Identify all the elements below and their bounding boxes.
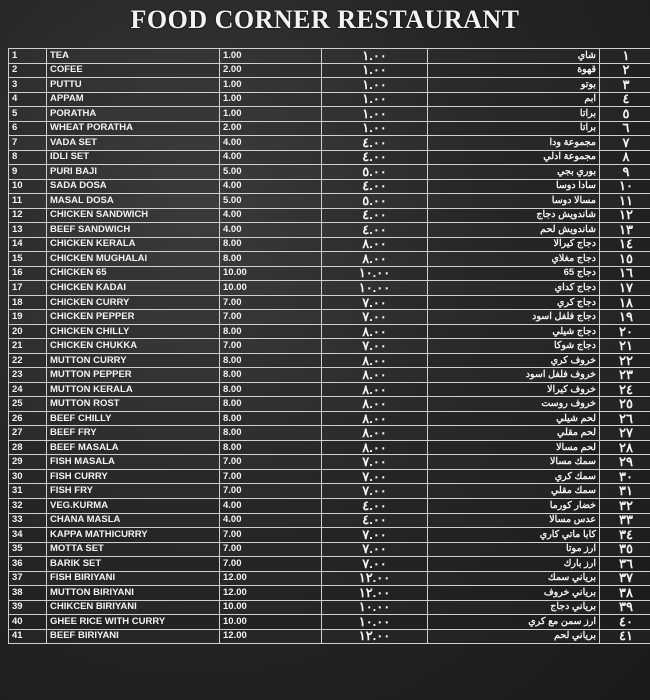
- item-price-arabic: ٤.٠٠: [322, 208, 428, 223]
- item-price: 8.00: [220, 237, 322, 252]
- item-price-arabic: ٨.٠٠: [322, 353, 428, 368]
- item-price: 4.00: [220, 179, 322, 194]
- item-price: 8.00: [220, 440, 322, 455]
- item-price: 8.00: [220, 382, 322, 397]
- menu-row: [9, 252, 650, 267]
- item-price-arabic: ١.٠٠: [322, 107, 428, 122]
- item-price: 8.00: [220, 368, 322, 383]
- item-name: MOTTA SET: [47, 542, 220, 557]
- menu-row: [9, 194, 650, 209]
- item-price: 7.00: [220, 557, 322, 572]
- item-price: 1.00: [220, 49, 322, 64]
- item-number: 21: [9, 339, 47, 354]
- menu-row: [9, 295, 650, 310]
- item-number: 25: [9, 397, 47, 412]
- item-number: 41: [9, 629, 47, 644]
- item-number-arabic: ١١: [600, 194, 650, 209]
- menu-row: [9, 528, 650, 543]
- item-name-arabic: خروف كري: [428, 353, 600, 368]
- item-number-arabic: ٣٦: [600, 557, 650, 572]
- menu-row: [9, 150, 650, 165]
- item-name: BEEF BIRIYANI: [47, 629, 220, 644]
- item-number-arabic: ٢٣: [600, 368, 650, 383]
- item-number-arabic: ٣٣: [600, 513, 650, 528]
- menu-row: [9, 63, 650, 78]
- item-number: 23: [9, 368, 47, 383]
- item-name-arabic: ارز موتا: [428, 542, 600, 557]
- item-name: GHEE RICE WITH CURRY: [47, 615, 220, 630]
- item-name-arabic: دجاج كري: [428, 295, 600, 310]
- item-price-arabic: ٨.٠٠: [322, 440, 428, 455]
- item-number: 28: [9, 440, 47, 455]
- item-price-arabic: ٨.٠٠: [322, 237, 428, 252]
- item-name: MUTTON CURRY: [47, 353, 220, 368]
- menu-row: [9, 179, 650, 194]
- menu-row: [9, 586, 650, 601]
- menu-row: [9, 136, 650, 151]
- menu-row: [9, 513, 650, 528]
- item-number: 31: [9, 484, 47, 499]
- item-name-arabic: مسالا دوسا: [428, 194, 600, 209]
- item-number-arabic: ٣٤: [600, 528, 650, 543]
- item-price: 10.00: [220, 266, 322, 281]
- item-name: FISH MASALA: [47, 455, 220, 470]
- menu-row: [9, 208, 650, 223]
- item-price-arabic: ١.٠٠: [322, 49, 428, 64]
- item-name: PUTTU: [47, 78, 220, 93]
- item-name: CHICKEN KADAI: [47, 281, 220, 296]
- item-number-arabic: ٢٠: [600, 324, 650, 339]
- item-number-arabic: ٤: [600, 92, 650, 107]
- item-price-arabic: ٧.٠٠: [322, 339, 428, 354]
- item-number: 4: [9, 92, 47, 107]
- item-name: MUTTON BIRIYANI: [47, 586, 220, 601]
- item-number-arabic: ٢: [600, 63, 650, 78]
- item-name: WHEAT PORATHA: [47, 121, 220, 136]
- item-name-arabic: لحم مسالا: [428, 440, 600, 455]
- menu-row: [9, 397, 650, 412]
- item-price: 8.00: [220, 252, 322, 267]
- item-name-arabic: شاندويش لحم: [428, 223, 600, 238]
- item-price-arabic: ٤.٠٠: [322, 223, 428, 238]
- item-number: 13: [9, 223, 47, 238]
- item-number-arabic: ٣٧: [600, 571, 650, 586]
- item-name-arabic: براتا: [428, 107, 600, 122]
- item-name: CHICKEN CHILLY: [47, 324, 220, 339]
- item-name: BEEF FRY: [47, 426, 220, 441]
- item-price-arabic: ٨.٠٠: [322, 382, 428, 397]
- item-name: CHICKEN PEPPER: [47, 310, 220, 325]
- menu-table: [8, 48, 650, 644]
- item-price-arabic: ٧.٠٠: [322, 455, 428, 470]
- item-name: KAPPA MATHICURRY: [47, 528, 220, 543]
- item-number: 24: [9, 382, 47, 397]
- item-name-arabic: برياني لحم: [428, 629, 600, 644]
- item-name-arabic: ارز سمن مع كري: [428, 615, 600, 630]
- menu-row: [9, 281, 650, 296]
- item-number-arabic: ٤١: [600, 629, 650, 644]
- item-name: CHICKEN KERALA: [47, 237, 220, 252]
- item-price: 12.00: [220, 586, 322, 601]
- item-price: 8.00: [220, 397, 322, 412]
- item-price-arabic: ١.٠٠: [322, 121, 428, 136]
- item-price-arabic: ٤.٠٠: [322, 136, 428, 151]
- item-price: 10.00: [220, 615, 322, 630]
- item-number: 26: [9, 411, 47, 426]
- item-number: 7: [9, 136, 47, 151]
- item-price: 4.00: [220, 513, 322, 528]
- item-name-arabic: دجاج فلفل اسود: [428, 310, 600, 325]
- item-number: 6: [9, 121, 47, 136]
- item-name: MUTTON PEPPER: [47, 368, 220, 383]
- item-number-arabic: ٣٢: [600, 498, 650, 513]
- item-price: 8.00: [220, 353, 322, 368]
- item-name: MUTTON ROST: [47, 397, 220, 412]
- item-number-arabic: ٢٥: [600, 397, 650, 412]
- item-number: 36: [9, 557, 47, 572]
- item-number-arabic: ٣٥: [600, 542, 650, 557]
- item-name-arabic: مجموعة ودا: [428, 136, 600, 151]
- menu-row: [9, 368, 650, 383]
- item-name-arabic: خضار كورما: [428, 498, 600, 513]
- item-price-arabic: ١٠.٠٠: [322, 266, 428, 281]
- item-name: SADA DOSA: [47, 179, 220, 194]
- item-number-arabic: ١٠: [600, 179, 650, 194]
- item-price-arabic: ٧.٠٠: [322, 295, 428, 310]
- item-name-arabic: دجاج 65: [428, 266, 600, 281]
- item-number-arabic: ٤٠: [600, 615, 650, 630]
- item-name-arabic: لحم مقلي: [428, 426, 600, 441]
- item-number: 37: [9, 571, 47, 586]
- item-name-arabic: كابا ماتي كاري: [428, 528, 600, 543]
- item-name: MUTTON KERALA: [47, 382, 220, 397]
- item-price: 7.00: [220, 528, 322, 543]
- item-price: 7.00: [220, 310, 322, 325]
- menu-row: [9, 237, 650, 252]
- item-number-arabic: ١٤: [600, 237, 650, 252]
- item-number: 12: [9, 208, 47, 223]
- item-price-arabic: ٤.٠٠: [322, 498, 428, 513]
- item-number-arabic: ٢٨: [600, 440, 650, 455]
- item-name-arabic: ارز بارك: [428, 557, 600, 572]
- menu-row: [9, 600, 650, 615]
- item-price-arabic: ٥.٠٠: [322, 194, 428, 209]
- menu-row: [9, 440, 650, 455]
- menu-row: [9, 107, 650, 122]
- menu-row: [9, 542, 650, 557]
- item-number-arabic: ٣: [600, 78, 650, 93]
- item-price: 5.00: [220, 165, 322, 180]
- item-price-arabic: ٤.٠٠: [322, 513, 428, 528]
- item-number: 40: [9, 615, 47, 630]
- item-number: 11: [9, 194, 47, 209]
- item-price: 12.00: [220, 571, 322, 586]
- item-number-arabic: ١٦: [600, 266, 650, 281]
- item-price-arabic: ١٠.٠٠: [322, 615, 428, 630]
- item-price-arabic: ١.٠٠: [322, 78, 428, 93]
- menu-row: [9, 324, 650, 339]
- item-price: 2.00: [220, 63, 322, 78]
- item-number-arabic: ٧: [600, 136, 650, 151]
- item-price: 1.00: [220, 107, 322, 122]
- item-number-arabic: ٢٧: [600, 426, 650, 441]
- item-price-arabic: ٨.٠٠: [322, 324, 428, 339]
- menu-row: [9, 411, 650, 426]
- item-name-arabic: دجاج شيلي: [428, 324, 600, 339]
- item-price: 10.00: [220, 600, 322, 615]
- item-number-arabic: ٩: [600, 165, 650, 180]
- item-number-arabic: ٥: [600, 107, 650, 122]
- item-name: CHANA MASLA: [47, 513, 220, 528]
- item-name: CHICKEN SANDWICH: [47, 208, 220, 223]
- menu-row: [9, 469, 650, 484]
- item-price: 7.00: [220, 469, 322, 484]
- item-name: BEEF CHILLY: [47, 411, 220, 426]
- item-number-arabic: ٢٦: [600, 411, 650, 426]
- item-name: APPAM: [47, 92, 220, 107]
- item-price: 12.00: [220, 629, 322, 644]
- menu-row: [9, 121, 650, 136]
- item-number: 20: [9, 324, 47, 339]
- item-price-arabic: ٥.٠٠: [322, 165, 428, 180]
- item-number: 19: [9, 310, 47, 325]
- menu-row: [9, 78, 650, 93]
- item-name-arabic: سمك مسالا: [428, 455, 600, 470]
- menu-row: [9, 92, 650, 107]
- item-price: 4.00: [220, 150, 322, 165]
- item-name-arabic: برياني خروف: [428, 586, 600, 601]
- item-number: 15: [9, 252, 47, 267]
- item-price-arabic: ٨.٠٠: [322, 252, 428, 267]
- item-name: PURI BAJI: [47, 165, 220, 180]
- item-name: FISH BIRIYANI: [47, 571, 220, 586]
- item-name-arabic: بوتو: [428, 78, 600, 93]
- item-price-arabic: ١.٠٠: [322, 63, 428, 78]
- item-name-arabic: دجاج شوكا: [428, 339, 600, 354]
- item-name-arabic: خروف كيرالا: [428, 382, 600, 397]
- item-name-arabic: برياني سمك: [428, 571, 600, 586]
- item-price-arabic: ٨.٠٠: [322, 368, 428, 383]
- menu-row: [9, 615, 650, 630]
- item-price-arabic: ١.٠٠: [322, 92, 428, 107]
- item-price: 1.00: [220, 78, 322, 93]
- item-number-arabic: ٣٠: [600, 469, 650, 484]
- item-number: 14: [9, 237, 47, 252]
- item-number: 9: [9, 165, 47, 180]
- item-name: CHICKEN MUGHALAI: [47, 252, 220, 267]
- item-number: 8: [9, 150, 47, 165]
- item-price-arabic: ١٢.٠٠: [322, 571, 428, 586]
- item-name-arabic: عدس مسالا: [428, 513, 600, 528]
- item-name-arabic: قهوة: [428, 63, 600, 78]
- item-price: 4.00: [220, 498, 322, 513]
- item-number: 16: [9, 266, 47, 281]
- item-number-arabic: ٣٨: [600, 586, 650, 601]
- item-name-arabic: شاندويش دجاج: [428, 208, 600, 223]
- item-price: 7.00: [220, 455, 322, 470]
- item-name-arabic: خروف روست: [428, 397, 600, 412]
- item-price: 1.00: [220, 92, 322, 107]
- item-number: 38: [9, 586, 47, 601]
- menu-row: [9, 498, 650, 513]
- item-price: 5.00: [220, 194, 322, 209]
- item-number-arabic: ٦: [600, 121, 650, 136]
- item-number: 29: [9, 455, 47, 470]
- item-number: 39: [9, 600, 47, 615]
- item-name: BEEF SANDWICH: [47, 223, 220, 238]
- item-number-arabic: ٢١: [600, 339, 650, 354]
- menu-row: [9, 223, 650, 238]
- item-price-arabic: ٧.٠٠: [322, 528, 428, 543]
- item-number-arabic: ٢٤: [600, 382, 650, 397]
- item-name: VADA SET: [47, 136, 220, 151]
- item-number: 2: [9, 63, 47, 78]
- item-number: 34: [9, 528, 47, 543]
- item-price-arabic: ٤.٠٠: [322, 150, 428, 165]
- item-number-arabic: ١٣: [600, 223, 650, 238]
- menu-table-body: [9, 49, 650, 644]
- item-price-arabic: ١٠.٠٠: [322, 281, 428, 296]
- item-name-arabic: سمك كري: [428, 469, 600, 484]
- item-name-arabic: برياني دجاج: [428, 600, 600, 615]
- item-price-arabic: ١٠.٠٠: [322, 600, 428, 615]
- menu-row: [9, 49, 650, 64]
- item-price-arabic: ٧.٠٠: [322, 469, 428, 484]
- item-number-arabic: ٣٩: [600, 600, 650, 615]
- item-price: 7.00: [220, 295, 322, 310]
- item-name: CHICKEN 65: [47, 266, 220, 281]
- item-name-arabic: بوري بجي: [428, 165, 600, 180]
- item-name-arabic: سادا دوسا: [428, 179, 600, 194]
- item-name-arabic: دجاج كيرالا: [428, 237, 600, 252]
- item-number: 30: [9, 469, 47, 484]
- item-number: 17: [9, 281, 47, 296]
- item-number-arabic: ١٥: [600, 252, 650, 267]
- menu-row: [9, 484, 650, 499]
- item-price-arabic: ١٢.٠٠: [322, 629, 428, 644]
- item-number-arabic: ١٢: [600, 208, 650, 223]
- item-name: BEEF MASALA: [47, 440, 220, 455]
- item-name-arabic: براتا: [428, 121, 600, 136]
- menu-row: [9, 382, 650, 397]
- item-price: 4.00: [220, 136, 322, 151]
- item-number: 18: [9, 295, 47, 310]
- item-name: CHICKEN CHUKKA: [47, 339, 220, 354]
- menu-row: [9, 455, 650, 470]
- item-number: 1: [9, 49, 47, 64]
- item-price-arabic: ٤.٠٠: [322, 179, 428, 194]
- item-name-arabic: ابم: [428, 92, 600, 107]
- item-price: 8.00: [220, 324, 322, 339]
- item-number-arabic: ١: [600, 49, 650, 64]
- item-price: 7.00: [220, 339, 322, 354]
- item-name-arabic: دجاج كداي: [428, 281, 600, 296]
- item-number-arabic: ٢٢: [600, 353, 650, 368]
- menu-row: [9, 629, 650, 644]
- item-name: FISH CURRY: [47, 469, 220, 484]
- item-number-arabic: ٢٩: [600, 455, 650, 470]
- menu-row: [9, 339, 650, 354]
- item-price: 4.00: [220, 208, 322, 223]
- item-number: 32: [9, 498, 47, 513]
- item-name: IDLI SET: [47, 150, 220, 165]
- item-number-arabic: ١٨: [600, 295, 650, 310]
- item-name: CHIKCEN BIRIYANI: [47, 600, 220, 615]
- item-price: 8.00: [220, 411, 322, 426]
- item-name: CHICKEN CURRY: [47, 295, 220, 310]
- item-number: 27: [9, 426, 47, 441]
- item-name: PORATHA: [47, 107, 220, 122]
- item-price-arabic: ٨.٠٠: [322, 411, 428, 426]
- item-price: 10.00: [220, 281, 322, 296]
- item-name-arabic: خروف فلفل اسود: [428, 368, 600, 383]
- item-price: 7.00: [220, 484, 322, 499]
- restaurant-title: FOOD CORNER RESTAURANT: [130, 5, 520, 34]
- item-price-arabic: ١٢.٠٠: [322, 586, 428, 601]
- item-name-arabic: دجاج مغلاي: [428, 252, 600, 267]
- item-name: BARIK SET: [47, 557, 220, 572]
- item-number-arabic: ١٩: [600, 310, 650, 325]
- item-number: 5: [9, 107, 47, 122]
- item-name: TEA: [47, 49, 220, 64]
- menu-row: [9, 557, 650, 572]
- item-name: VEG.KURMA: [47, 498, 220, 513]
- item-price-arabic: ٨.٠٠: [322, 397, 428, 412]
- item-price: 7.00: [220, 542, 322, 557]
- item-number-arabic: ٣١: [600, 484, 650, 499]
- item-name-arabic: مجموعة ادلي: [428, 150, 600, 165]
- menu-row: [9, 165, 650, 180]
- item-name-arabic: لحم شيلي: [428, 411, 600, 426]
- item-name-arabic: شاي: [428, 49, 600, 64]
- item-price-arabic: ٧.٠٠: [322, 542, 428, 557]
- item-number-arabic: ٨: [600, 150, 650, 165]
- item-price-arabic: ٧.٠٠: [322, 310, 428, 325]
- menu-row: [9, 266, 650, 281]
- item-price-arabic: ٧.٠٠: [322, 557, 428, 572]
- item-number-arabic: ١٧: [600, 281, 650, 296]
- item-price-arabic: ٨.٠٠: [322, 426, 428, 441]
- menu-row: [9, 426, 650, 441]
- item-price: 8.00: [220, 426, 322, 441]
- item-name-arabic: سمك مقلي: [428, 484, 600, 499]
- item-price: 4.00: [220, 223, 322, 238]
- item-name: FISH FRY: [47, 484, 220, 499]
- item-name: COFEE: [47, 63, 220, 78]
- item-number: 10: [9, 179, 47, 194]
- item-name: MASAL DOSA: [47, 194, 220, 209]
- item-price-arabic: ٧.٠٠: [322, 484, 428, 499]
- item-number: 3: [9, 78, 47, 93]
- item-price: 2.00: [220, 121, 322, 136]
- menu-row: [9, 310, 650, 325]
- menu-row: [9, 353, 650, 368]
- item-number: 33: [9, 513, 47, 528]
- item-number: 35: [9, 542, 47, 557]
- item-number: 22: [9, 353, 47, 368]
- menu-row: [9, 571, 650, 586]
